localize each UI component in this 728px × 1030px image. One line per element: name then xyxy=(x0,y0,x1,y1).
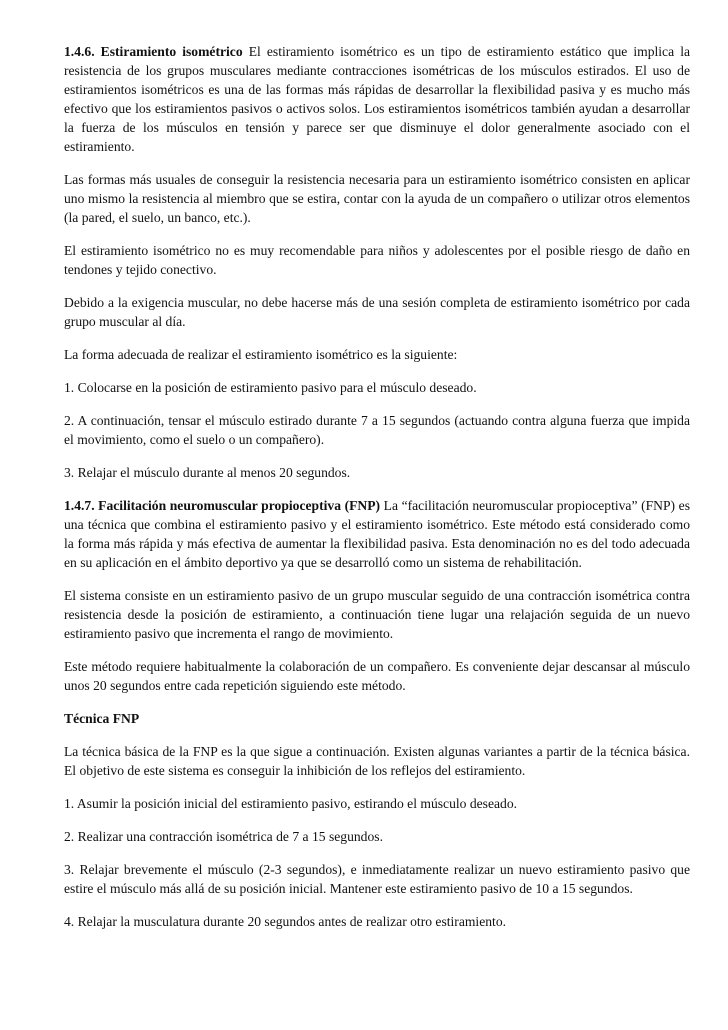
section-147-paragraph-2: El sistema consiste en un estiramiento pasivo de un grupo muscular seguido de una contracción isométrica contra resistencia desde la posición de estiramiento, a continuación tiene lugar una relajación seguida de un nuevo estiramiento pasivo que incrementa el rango de movimiento. xyxy=(64,588,690,641)
section-147-heading: 1.4.7. Facilitación neuromuscular propioceptiva (FNP) xyxy=(64,498,381,513)
section-146-step-3: 3. Relajar el músculo durante al menos 20 segundos. xyxy=(64,465,351,480)
tecnica-fnp-step-1: 1. Asumir la posición inicial del estiramiento pasivo, estirando el músculo deseado. xyxy=(64,796,518,811)
section-146-heading: 1.4.6. Estiramiento isométrico xyxy=(64,44,243,59)
section-147-intro-text: La “facilitación neuromuscular propioceptiva” (FNP) es una técnica que combina el estiramiento pasivo y el estiramiento isométrico. Este método está considerado como la forma más rápida y más efectiva de aumentar la flexibilidad pasiva. Esta denominación no es del todo adecuada en su aplicación en el ámbito deportivo ya que se desarrolló como un sistema de rehabilitación. xyxy=(64,498,690,570)
section-147-intro-paragraph xyxy=(64,496,690,572)
section-146-paragraph-5: La forma adecuada de realizar el estiramiento isométrico es la siguiente: xyxy=(64,347,458,362)
section-147-paragraph-3: Este método requiere habitualmente la colaboración de un compañero. Es conveniente dejar descansar al músculo unos 20 segundos entre cada repetición siguiendo este método. xyxy=(64,659,690,693)
tecnica-fnp-paragraph-1: La técnica básica de la FNP es la que sigue a continuación. Existen algunas variantes a partir de la técnica básica. El objetivo de este sistema es conseguir la inhibición de los reflejos del estiramiento. xyxy=(64,744,690,778)
document-page xyxy=(64,42,690,945)
section-146-step-1: 1. Colocarse en la posición de estiramiento pasivo para el músculo deseado. xyxy=(64,380,477,395)
tecnica-fnp-step-3: 3. Relajar brevemente el músculo (2-3 segundos), e inmediatamente realizar un nuevo estiramiento pasivo que estire el músculo más allá de su posición inicial. Mantener este estiramiento pasivo de 10 a 15 segundos. xyxy=(64,862,690,896)
section-146-paragraph-2: Las formas más usuales de conseguir la resistencia necesaria para un estiramiento isométrico consisten en aplicar uno mismo la resistencia al miembro que se estira, contar con la ayuda de un compañero o utilizar otros elementos (la pared, el suelo, un banco, etc.). xyxy=(64,172,690,225)
tecnica-fnp-step-4: 4. Relajar la musculatura durante 20 segundos antes de realizar otro estiramiento. xyxy=(64,914,507,929)
section-146-intro-text: El estiramiento isométrico es un tipo de estiramiento estático que implica la resistencia de los grupos musculares mediante contracciones isométricas de los músculos estirados. El uso de estiramientos isométricos es una de las formas más rápidas de desarrollar la flexibilidad pasiva y es mucho más efectivo que los estiramientos pasivos o activos solos. Los estiramientos isométricos también ayudan a desarrollar la fuerza de los músculos en tensión y parece ser que disminuye el dolor generalmente asociado con el estiramiento. xyxy=(64,44,691,154)
section-146-paragraph-3: El estiramiento isométrico no es muy recomendable para niños y adolescentes por el posible riesgo de daño en tendones y tejido conectivo. xyxy=(64,243,690,277)
tecnica-fnp-step-2: 2. Realizar una contracción isométrica de 7 a 15 segundos. xyxy=(64,829,383,844)
section-146-intro-paragraph xyxy=(64,42,690,156)
section-146-step-2: 2. A continuación, tensar el músculo estirado durante 7 a 15 segundos (actuando contra alguna fuerza que impida el movimiento, como el suelo o un compañero). xyxy=(64,413,690,447)
section-146-paragraph-4: Debido a la exigencia muscular, no debe hacerse más de una sesión completa de estiramiento isométrico por cada grupo muscular al día. xyxy=(64,295,690,329)
tecnica-fnp-title: Técnica FNP xyxy=(64,711,140,726)
